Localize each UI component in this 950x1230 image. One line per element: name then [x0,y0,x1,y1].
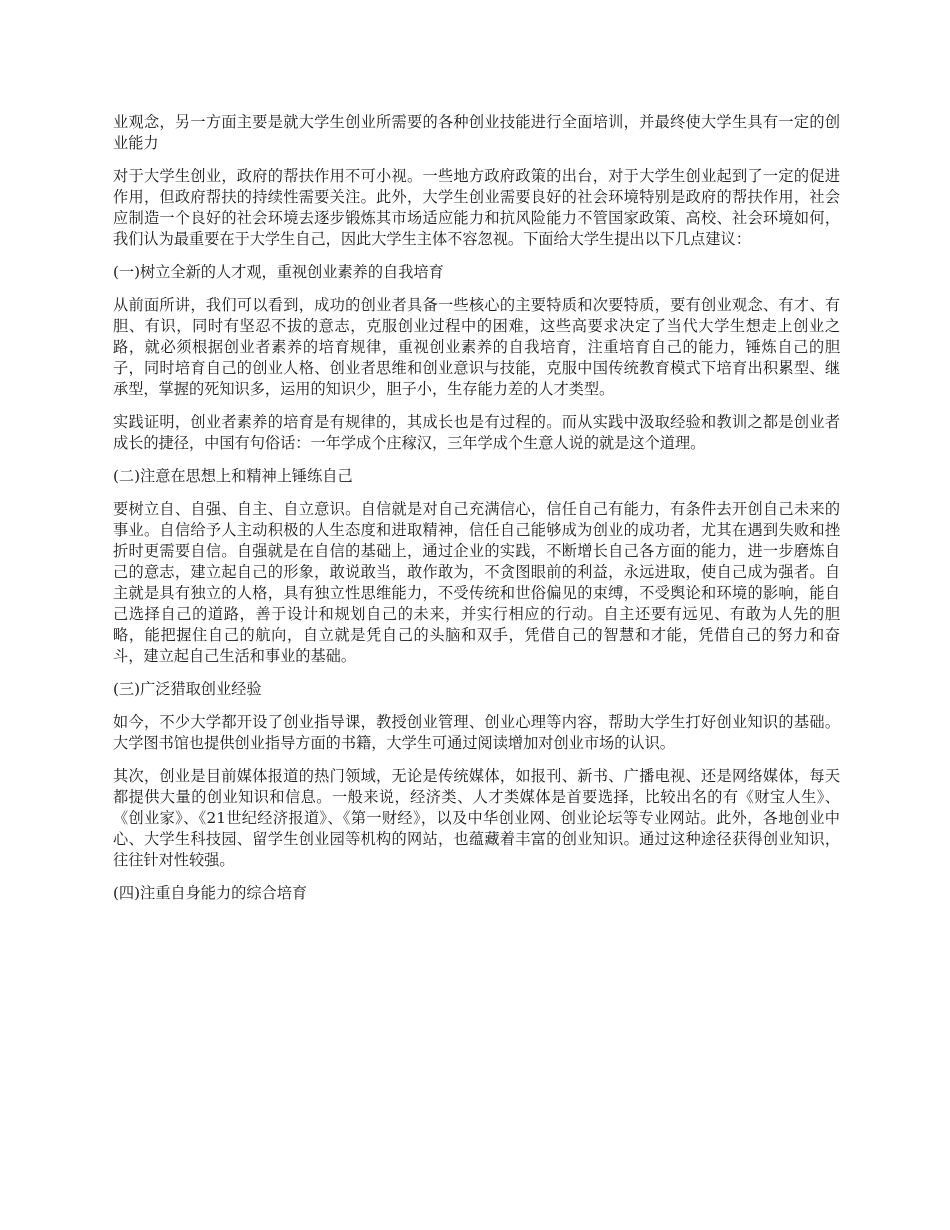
paragraph-intro-continuation: 业观念，另一方面主要是就大学生创业所需要的各种创业技能进行全面培训，并最终使大学生具有一定的创业能力 [113,113,840,152]
section-heading-2: (二)注意在思想上和精神上锤练自己 [113,467,353,485]
paragraph-entrepreneur-qualities: 从前面所讲，我们可以看到，成功的创业者具备一些核心的主要特质和次要特质，要有创业观念、有才、有胆、有识，同时有坚忍不拔的意志，克服创业过程中的困难，这些高要求决定了当代大学生想走上创业之路，就必须根据创业者素养的培育规律，重视创业素养的自我培育，注重培育自己的能力，锤炼自己的胆子，同时培育自己的创业人格、创业者思维和创业意识与技能，克服中国传统教育模式下培育出积累型、继承型，掌握的死知识多，运用的知识少，胆子小，生存能力差的人才类型。 [113,296,840,398]
paragraph-self-confidence: 要树立自、自强、自主、自立意识。自信就是对自己充满信心，信任自己有能力，有条件去开创自己未来的事业。自信给予人主动积极的人生态度和进取精神，信任自己能够成为创业的成功者，尤其在遇到失败和挫折时更需要自信。自强就是在自信的基础上，通过企业的实践，不断增长自己各方面的能力，进一步磨炼自己的意志，建立起自己的形象，敢说敢当，敢作敢为，不贪图眼前的利益，永远进取，使自己成为强者。自主就是具有独立的人格，具有独立性思维能力，不受传统和世俗偏见的束缚，不受舆论和环境的影响，能自己选择自己的道路，善于设计和规划自己的未来，并实行相应的行动。自主还要有远见、有敢为人先的胆略，能把握住自己的航向，自立就是凭自己的头脑和双手，凭借自己的智慧和才能，凭借自己的努力和奋斗，建立起自己生活和事业的基础。 [113,500,840,665]
section-heading-1: (一)树立全新的人才观，重视创业素养的自我培育 [113,263,444,281]
paragraph-practice-proves: 实践证明，创业者素养的培育是有规律的，其成长也是有过程的。而从实践中汲取经验和教训之都是创业者成长的捷径，中国有句俗话：一年学成个庄稼汉，三年学成个生意人说的就是这个道理。 [113,413,840,452]
paragraph-university-courses: 如今，不少大学都开设了创业指导课，教授创业管理、创业心理等内容，帮助大学生打好创业知识的基础。大学图书馆也提供创业指导方面的书籍，大学生可通过阅读增加对创业市场的认识。 [113,713,840,752]
section-heading-4: (四)注重自身能力的综合培育 [113,884,308,902]
section-heading-3: (三)广泛猎取创业经验 [113,680,262,698]
paragraph-government-support: 对于大学生创业，政府的帮扶作用不可小视。一些地方政府政策的出台，对于大学生创业起到了一定的促进作用，但政府帮扶的持续性需要关注。此外，大学生创业需要良好的社会环境特别是政府的帮扶作用，社会应制造一个良好的社会环境去逐步锻炼其市场适应能力和抗风险能力不管国家政策、高校、社会环境如何，我们认为最重要在于大学生自己，因此大学生主体不容忽视。下面给大学生提出以下几点建议： [113,167,840,248]
paragraph-media-sources: 其次，创业是目前媒体报道的热门领域，无论是传统媒体，如报刊、新书、广播电视、还是网络媒体，每天都提供大量的创业知识和信息。一般来说，经济类、人才类媒体是首要选择，比较出名的有《财宝人生》、《创业家》、《21世纪经济报道》、《第一财经》，以及中华创业网、创业论坛等专业网站。此外，各地创业中心、大学生科技园、留学生创业园等机构的网站，也蕴藏着丰富的创业知识。通过这种途径获得创业知识，往往针对性较强。 [113,767,840,869]
document-page [113,112,840,916]
